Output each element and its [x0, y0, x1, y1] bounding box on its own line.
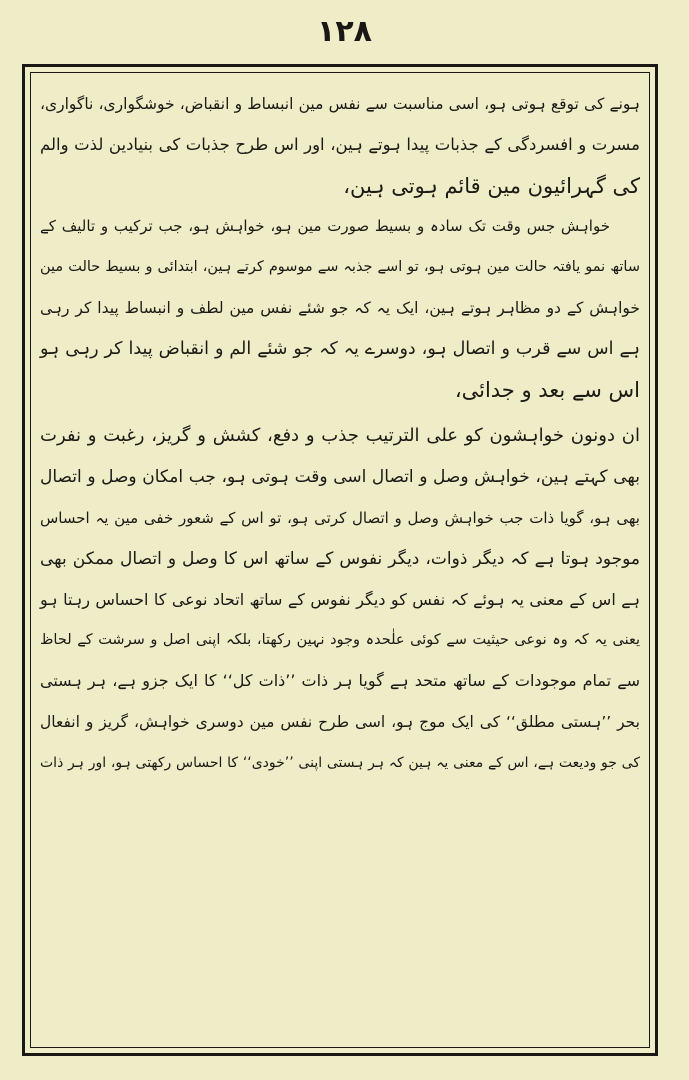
text-line: ہونے کی توقع ہوتی ہو، اسی مناسبت سے نفس مین انبساط و انقباض، خوشگواری، ناگواری،	[40, 95, 640, 113]
text-line: بھی کہتے ہین، خواہش وصل و اتصال اسی وقت ہوتی ہو، جب امکان وصل و اتصال	[40, 467, 640, 488]
text-line: ہے اس سے قرب و اتصال ہو، دوسرے یہ کہ جو شئے الم و انقباض پیدا کر رہی ہو	[40, 338, 640, 359]
text-line: ان دونون خواہشون کو علی الترتیب جذب و دفع، کشش و گریز، رغبت و نفرت	[40, 425, 640, 447]
text-line: مسرت و افسردگی کے جذبات پیدا ہوتے ہین، اور اس طرح جذبات کی بنیادین لذت والم	[40, 134, 640, 154]
text-line: کی گہرائیون مین قائم ہوتی ہین،	[343, 173, 640, 198]
paragraph-2	[36, 206, 644, 410]
text-line: موجود ہوتا ہے کہ دیگر ذوات، دیگر نفوس کے ساتھ اس کا وصل و اتصال ممکن بھی	[40, 548, 640, 569]
text-line: یعنی یہ کہ وہ نوعی حیثیت سے کوئی علٰحدہ وجود نہین رکھتا، بلکہ اپنی اصل و سرشت کے لحاظ	[40, 632, 640, 649]
text-line: سے تمام موجودات کے ساتھ متحد ہے گویا ہر ذات ’’ذات کل‘‘ کا ایک جزو ہے، ہر ہستی	[40, 671, 640, 691]
text-line: بحر ’’ہستی مطلق‘‘ کی ایک موج ہو، اسی طرح نفس مین دوسری خواہش، گریز و انفعال	[40, 712, 640, 731]
paragraph-3	[36, 416, 644, 783]
text-line: بھی ہو، گویا ذات جب خواہش وصل و اتصال کرتی ہو، تو اس کے شعور خفی مین یہ احساس	[40, 508, 640, 527]
text-line: اس سے بعد و جدائی،	[454, 377, 640, 402]
text-line: کی جو ودیعت ہے، اس کے معنی یہ ہین کہ ہر ہستی اپنی ’’خودی‘‘ کا احساس رکھتی ہو، اور ہر ذات	[40, 754, 640, 771]
text-line: ہے اس کے معنی یہ ہوئے کہ نفس کو دیگر نفوس کے ساتھ اتحاد نوعی کا احساس رہتا ہو	[40, 589, 640, 609]
text-line: ساتھ نمو یافتہ حالت مین ہوتی ہو، تو اسے جذبہ سے موسوم کرتے ہین، ابتدائی و بسیط حالت مین	[40, 259, 640, 276]
text-line: خواہش جس وقت تک سادہ و بسیط صورت مین ہو، خواہش ہو، جب ترکیب و تالیف کے	[40, 217, 610, 236]
paragraph-1	[36, 84, 644, 206]
text-body	[36, 84, 644, 1042]
page-number: ۱۲۸	[317, 14, 372, 49]
text-line: خواہش کے دو مظاہر ہوتے ہین، ایک یہ کہ جو شئے نفس مین لطف و انبساط پیدا کر رہی	[40, 298, 640, 317]
